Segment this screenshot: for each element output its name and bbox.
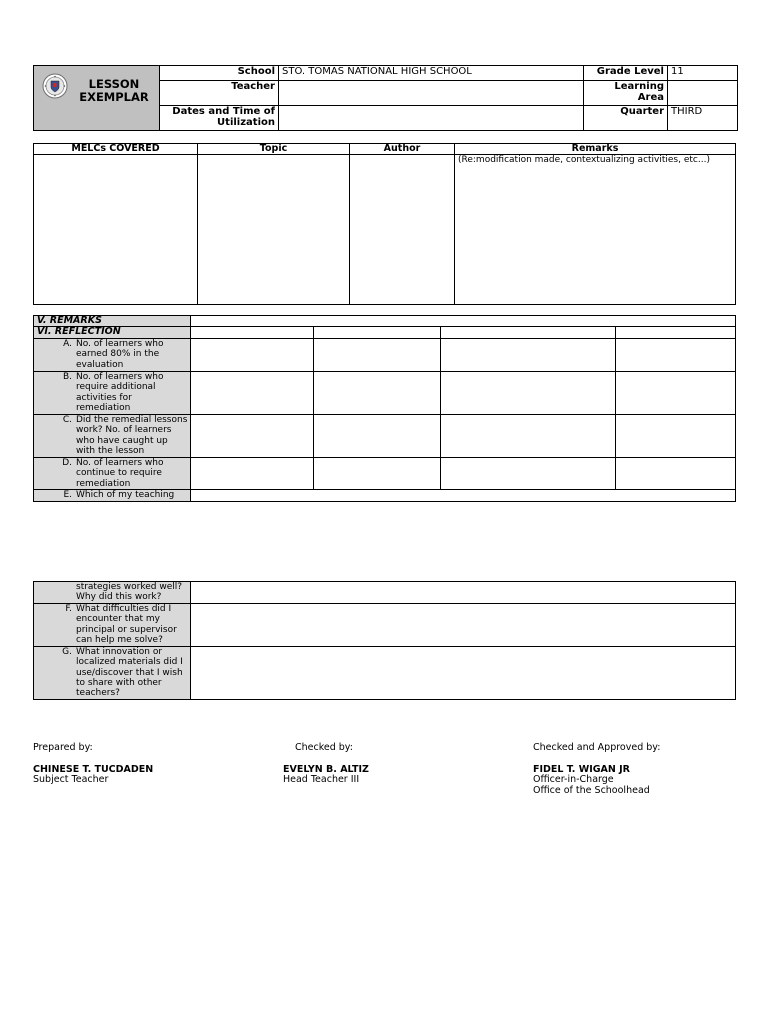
school-value[interactable]: STO. TOMAS NATIONAL HIGH SCHOOL	[279, 66, 584, 81]
approved-by-role2: Office of the Schoolhead	[533, 784, 650, 796]
approved-by-role1: Officer-in-Charge	[533, 774, 614, 785]
approved-by-name: FIDEL T. WIGAN JR	[533, 763, 630, 775]
answer-cell[interactable]	[191, 603, 736, 646]
topic-header: Topic	[198, 144, 350, 155]
answer-cell[interactable]	[616, 458, 736, 490]
answer-cell[interactable]	[314, 339, 441, 372]
answer-cell[interactable]	[441, 339, 616, 372]
prepared-by-block	[33, 743, 153, 786]
answer-cell[interactable]	[191, 372, 314, 415]
answer-cell[interactable]	[314, 458, 441, 490]
reflection-row-e	[34, 490, 736, 501]
question-letter: A.	[63, 339, 72, 349]
prepared-by-role: Subject Teacher	[33, 774, 109, 785]
topic-cell[interactable]	[198, 155, 350, 305]
teacher-label: Teacher	[160, 81, 279, 106]
reflection-row-e-cont	[34, 582, 736, 604]
reflection-question-e-cont	[34, 582, 191, 604]
answer-cell[interactable]	[191, 490, 736, 501]
question-letter: C.	[62, 415, 72, 425]
reflection-question-d	[34, 458, 191, 490]
remarks-hint: (Re:modification made, contextualizing activities, etc...)	[458, 155, 710, 165]
reflection-row-c	[34, 415, 736, 458]
reflection-row-a	[34, 339, 736, 372]
answer-cell[interactable]	[191, 646, 736, 699]
remarks-section-label: V. REMARKS	[34, 316, 191, 327]
prepared-by-name: CHINESE T. TUCDADEN	[33, 763, 154, 775]
reflection-row-b	[34, 372, 736, 415]
melcs-cell[interactable]	[34, 155, 198, 305]
question-text: Did the remedial lessons work? No. of learners who have caught up with the lesson	[76, 415, 188, 457]
header-table	[33, 65, 738, 131]
reflection-col2[interactable]	[314, 327, 441, 339]
prepared-by-label: Prepared by:	[33, 742, 93, 753]
question-letter: B.	[62, 372, 72, 382]
reflection-table	[33, 315, 736, 502]
answer-cell[interactable]	[191, 582, 736, 604]
reflection-question-g	[34, 646, 191, 699]
reflection-col3[interactable]	[441, 327, 616, 339]
logo-title-cell	[34, 66, 160, 131]
learning-area-value[interactable]	[668, 81, 738, 106]
question-letter: G.	[62, 646, 72, 657]
question-text: No. of learners who require additional activities for remediation	[76, 372, 164, 414]
teacher-value[interactable]	[279, 81, 584, 106]
deped-seal-icon	[42, 73, 68, 99]
reflection-row-f	[34, 603, 736, 646]
checked-by-name: EVELYN B. ALTIZ	[283, 763, 369, 775]
answer-cell[interactable]	[616, 339, 736, 372]
reflection-question-f	[34, 603, 191, 646]
question-letter: D.	[62, 458, 72, 468]
dates-label: Dates and Time of Utilization	[160, 106, 279, 131]
question-text: No. of learners who earned 80% in the evaluation	[76, 339, 164, 370]
question-text: strategies worked well? Why did this work?	[76, 582, 183, 603]
quarter-value[interactable]: THIRD	[668, 106, 738, 131]
reflection-row-g	[34, 646, 736, 699]
dates-value[interactable]	[279, 106, 584, 131]
question-text: What difficulties did I encounter that my principal or supervisor can help me solve?	[76, 603, 177, 646]
reflection-table-continued	[33, 581, 736, 700]
reflection-question-a	[34, 339, 191, 372]
question-letter: E.	[63, 490, 72, 501]
learning-area-label: Learning Area	[584, 81, 668, 106]
answer-cell[interactable]	[314, 415, 441, 458]
answer-cell[interactable]	[441, 458, 616, 490]
answer-cell[interactable]	[191, 415, 314, 458]
title-line1: LESSON	[88, 77, 140, 91]
reflection-row-d	[34, 458, 736, 490]
school-label: School	[160, 66, 279, 81]
author-header: Author	[350, 144, 455, 155]
approved-by-label: Checked and Approved by:	[533, 742, 661, 753]
checked-by-label: Checked by:	[295, 742, 353, 753]
question-letter	[38, 582, 76, 603]
author-cell[interactable]	[350, 155, 455, 305]
answer-cell[interactable]	[191, 339, 314, 372]
title-line2: EXEMPLAR	[79, 90, 149, 104]
grade-level-label: Grade Level	[584, 66, 668, 81]
approved-by-block	[533, 743, 660, 796]
answer-cell[interactable]	[191, 458, 314, 490]
question-text: What innovation or localized materials did I use/discover that I wish to share with other teachers?	[76, 646, 183, 699]
checked-by-role: Head Teacher III	[283, 774, 360, 785]
quarter-label: Quarter	[584, 106, 668, 131]
melcs-covered-header: MELCs COVERED	[34, 144, 198, 155]
answer-cell[interactable]	[441, 372, 616, 415]
remarks-cell[interactable]	[455, 155, 736, 305]
question-text: No. of learners who continue to require remediation	[76, 458, 164, 489]
answer-cell[interactable]	[314, 372, 441, 415]
reflection-question-b	[34, 372, 191, 415]
reflection-col1[interactable]	[191, 327, 314, 339]
question-text: Which of my teaching	[76, 490, 175, 501]
reflection-question-e	[34, 490, 191, 501]
reflection-question-c	[34, 415, 191, 458]
answer-cell[interactable]	[616, 372, 736, 415]
checked-by-block	[283, 743, 369, 786]
grade-level-value[interactable]: 11	[668, 66, 738, 81]
answer-cell[interactable]	[616, 415, 736, 458]
remarks-header: Remarks	[455, 144, 736, 155]
answer-cell[interactable]	[441, 415, 616, 458]
remarks-section-value[interactable]	[191, 316, 736, 327]
question-letter: F.	[65, 603, 72, 614]
lesson-exemplar-title	[74, 78, 154, 104]
reflection-section-label: VI. REFLECTION	[34, 327, 191, 339]
reflection-col4[interactable]	[616, 327, 736, 339]
melcs-table	[33, 143, 736, 305]
